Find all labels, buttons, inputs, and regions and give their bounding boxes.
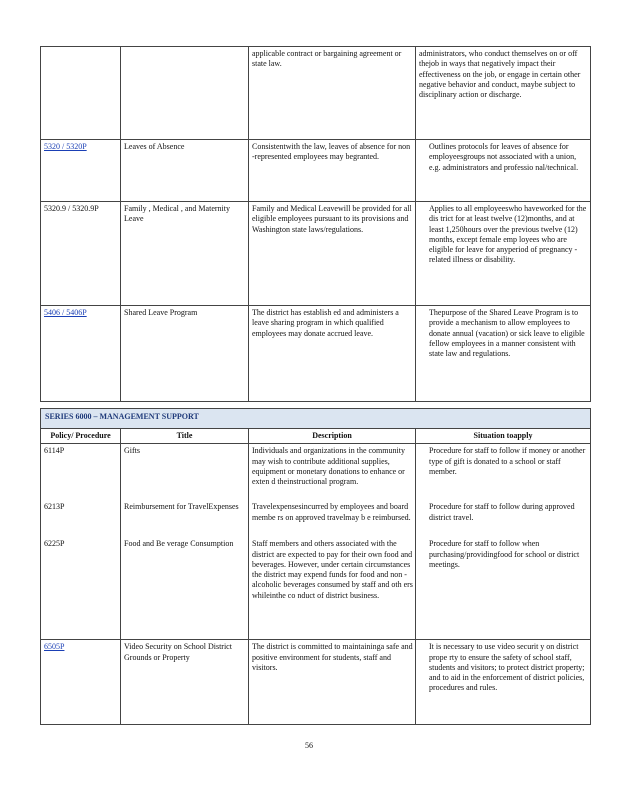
situation-cell: It is necessary to use video securit y on district prope rty to ensure the safety of school staff, students and visitors; to protect district property; and to aid in the enforcement of district policies, procedures and rules. bbox=[416, 640, 591, 725]
header-policy: Policy/ Procedure bbox=[41, 429, 121, 444]
policy-table-series-5000 bbox=[40, 46, 591, 402]
description-cell: Family and Medical Leavewill be provided for all eligible employees pursuant to its provisions and Washington state laws/regulations. bbox=[249, 202, 416, 306]
column-header-row bbox=[41, 429, 591, 444]
bullet-icon bbox=[419, 308, 429, 359]
policy-cell: 5320.9 / 5320.9P bbox=[41, 202, 121, 306]
table-row bbox=[41, 202, 591, 306]
description-cell: Consistentwith the law, leaves of absence for non -represented employees may begranted. bbox=[249, 140, 416, 202]
bullet-icon bbox=[419, 502, 429, 539]
policy-cell[interactable] bbox=[41, 640, 121, 725]
description-cell: The district has establish ed and administers a leave sharing program in which qualified employees may donate accrued leave. bbox=[249, 306, 416, 402]
bullet-icon bbox=[419, 204, 429, 266]
title-cell: Gifts Reimbursement for TravelExpenses Food and Be verage Consumption bbox=[121, 444, 249, 640]
policy-link-5320[interactable]: 5320 / 5320P bbox=[44, 142, 87, 151]
series-header-row bbox=[41, 409, 591, 429]
title-cell: Leaves of Absence bbox=[121, 140, 249, 202]
bullet-icon bbox=[419, 142, 429, 173]
table-row bbox=[41, 640, 591, 725]
series-label: SERIES 6000 – MANAGEMENT SUPPORT bbox=[41, 409, 591, 429]
policy-cell: 6114P 6213P 6225P bbox=[41, 444, 121, 640]
header-description: Description bbox=[249, 429, 416, 444]
header-title: Title bbox=[121, 429, 249, 444]
policy-cell[interactable] bbox=[41, 140, 121, 202]
situation-cell: administrators, who conduct themselves on or off thejob in ways that negatively impact their effectiveness on the job, or engage in certain other negative behavior and conduct, maybe subject to disciplinary action or discharge. bbox=[416, 47, 591, 140]
bullet-icon bbox=[419, 446, 429, 502]
title-cell: Family , Medical , and Maternity Leave bbox=[121, 202, 249, 306]
page-number: 56 bbox=[305, 741, 313, 750]
policy-table-series-6000 bbox=[40, 408, 591, 725]
description-cell: applicable contract or bargaining agreement or state law. bbox=[249, 47, 416, 140]
description-cell: Individuals and organizations in the community may wish to contribute additional supplies, equipment or monetary donations to enhance or exten d theinstructional program. Travelexpensesincurred by employees and board membe rs on approved travelmay b e reimbursed. Staff members and others associated with the district are expected to pay for their own food and beverages. However, under certain circumstances the district may expend funds for food and non - alcoholic beverages consumed by staff and oth ers whileinthe co nduct of district business. bbox=[249, 444, 416, 640]
situation-cell: Outlines protocols for leaves of absence for employeesgroups not associated with a union, e.g. administrators and professio nal/technical. bbox=[416, 140, 591, 202]
title-cell bbox=[121, 47, 249, 140]
policy-cell bbox=[41, 47, 121, 140]
title-cell: Video Security on School District Grounds or Property bbox=[121, 640, 249, 725]
document-page bbox=[40, 46, 590, 725]
situation-cell: Applies to all employeeswho haveworked for the dis trict for at least twelve (12)months, and at least 1,250hours over the previous twelve (12) months, except female emp loyees who are eligible for leave for anyperiod of pregnancy -related illness or disability. bbox=[416, 202, 591, 306]
table-row bbox=[41, 306, 591, 402]
situation-cell: Procedure for staff to follow if money or another type of gift is donated to a school or staff member. Procedure for staff to follow during approved district travel. Procedure for staff to follow when purchasing/providingfood for school or district meetings. bbox=[416, 444, 591, 640]
header-situation: Situation toapply bbox=[416, 429, 591, 444]
title-cell: Shared Leave Program bbox=[121, 306, 249, 402]
description-cell: The district is committed to maintaininga safe and positive environment for students, staff and visitors. bbox=[249, 640, 416, 725]
policy-link-5406[interactable]: 5406 / 5406P bbox=[44, 308, 87, 317]
bullet-icon bbox=[419, 539, 429, 570]
table-row bbox=[41, 140, 591, 202]
policy-link-6505p[interactable]: 6505P bbox=[44, 642, 65, 652]
table-row bbox=[41, 444, 591, 640]
situation-cell: Thepurpose of the Shared Leave Program is to provide a mechanism to allow employees to donate annual (vacation) or sick leave to eligible fellow employees in a manner consistent with state law and regulations. bbox=[416, 306, 591, 402]
policy-cell[interactable] bbox=[41, 306, 121, 402]
bullet-icon bbox=[419, 642, 429, 693]
table-row bbox=[41, 47, 591, 140]
